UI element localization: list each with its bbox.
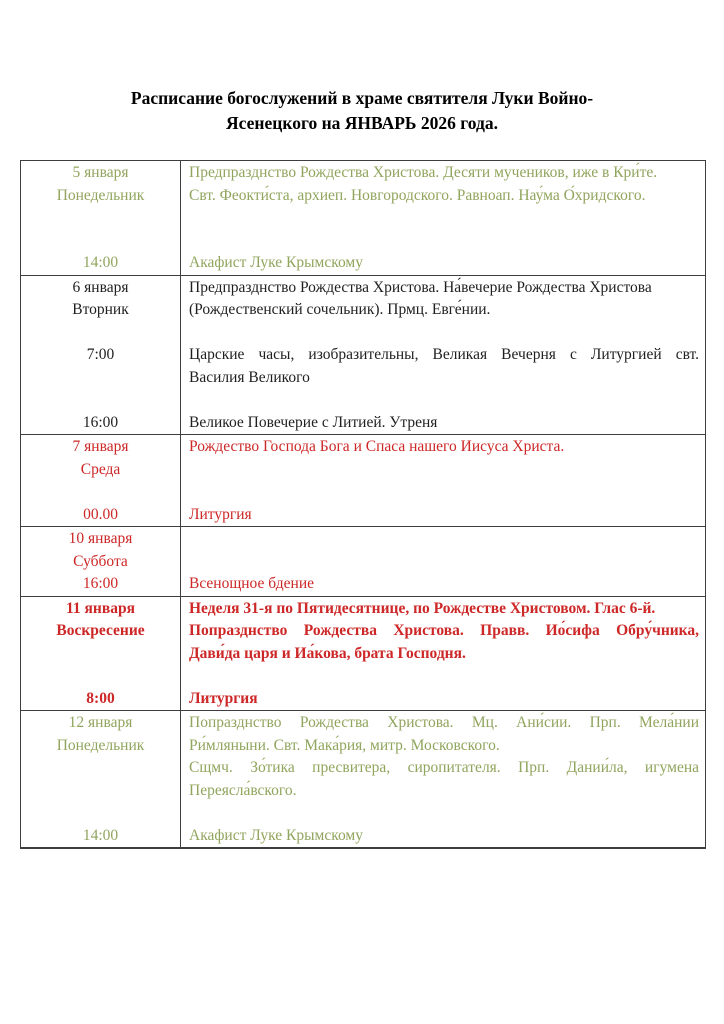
- spacer-line: [21, 230, 180, 253]
- weekday-line: Понедельник: [56, 186, 145, 204]
- spacer-line: [21, 481, 180, 504]
- time-line: 00.00: [83, 505, 118, 523]
- date-line: 5 января: [72, 164, 129, 181]
- service-line: Великое Повечерие с Литией. Утреня: [189, 413, 438, 431]
- service-line: Предпразднство Рождества Христова. Десяти мучеников, иже в Кри́те.: [189, 164, 658, 181]
- schedule-row: [21, 527, 705, 597]
- service-cell: [181, 161, 705, 275]
- time-line: 14:00: [82, 826, 119, 844]
- service-line: Ри́мляныни. Свт. Мака́рия, митр. Московского.: [189, 736, 500, 754]
- time-line: 16:00: [82, 575, 119, 592]
- service-line: Неделя 31-я по Пятидесятнице, по Рождестве Христовом. Глас 6-й.: [189, 599, 656, 617]
- weekday-line: Среда: [80, 460, 121, 478]
- spacer-line: [21, 322, 180, 345]
- service-line: Свт. Феокти́ста, архиеп. Новгородского. Равноап. Нау́ма О́хридского.: [189, 186, 646, 204]
- spacer-line: [21, 389, 180, 412]
- service-line: Дави́да царя и Иа́кова, брата Господня.: [189, 644, 466, 662]
- spacer-line: [189, 207, 699, 230]
- spacer-line: [21, 780, 180, 803]
- service-line: Предпразднство Рождества Христова. На́вечерие Рождества Христова: [189, 278, 652, 296]
- service-line: Попразднство Рождества Христова. Мц. Ани́сии. Прп. Мела́нии: [189, 714, 699, 731]
- service-line: Сщмч. Зо́тика пресвитера, сиропитателя. Прп. Дании́ла, игумена: [189, 759, 699, 776]
- spacer-line: [189, 665, 699, 688]
- weekday-line: Суббота: [73, 552, 128, 570]
- spacer-line: [21, 643, 180, 666]
- schedule-row: [21, 711, 705, 847]
- spacer-line: [189, 802, 699, 825]
- service-line: Литургия: [189, 689, 258, 707]
- spacer-line: [21, 802, 180, 825]
- service-cell: [181, 276, 705, 435]
- spacer-line: [189, 528, 699, 551]
- date-line: 6 января: [72, 278, 129, 296]
- schedule-row: [21, 597, 705, 712]
- date-line: 12 января: [68, 714, 133, 731]
- service-line: Литургия: [189, 505, 252, 523]
- date-line: 11 января: [66, 599, 135, 617]
- schedule-row: [21, 161, 705, 276]
- date-cell: [21, 161, 181, 275]
- date-cell: [21, 435, 181, 526]
- schedule-title: Расписание богослужений в храме святителя Луки Войно-Ясенецкого на ЯНВАРЬ 2026 года.: [130, 88, 594, 133]
- spacer-line: [21, 757, 180, 780]
- date-line: 7 января: [72, 438, 129, 455]
- spacer-line: [189, 551, 699, 574]
- service-cell: [181, 435, 705, 526]
- weekday-line: Понедельник: [56, 736, 145, 754]
- service-line: Акафист Луке Крымскому: [189, 254, 363, 271]
- time-line: 14:00: [82, 254, 119, 271]
- schedule-table: [20, 160, 706, 849]
- time-line: 8:00: [86, 689, 115, 707]
- service-cell: [181, 597, 705, 711]
- spacer-line: [189, 230, 699, 253]
- service-line: Василия Великого: [189, 368, 310, 386]
- service-line: Рождество Господа Бога и Спаса нашего Иисуса Христа.: [189, 438, 565, 455]
- service-line: Всенощное бдение: [189, 575, 314, 592]
- schedule-row: [21, 276, 705, 436]
- date-line: 10 января: [68, 530, 133, 547]
- service-line: Переясла́вского.: [189, 781, 297, 799]
- date-cell: [21, 527, 181, 596]
- date-cell: [21, 597, 181, 711]
- spacer-line: [189, 322, 699, 345]
- time-line: 7:00: [86, 346, 115, 363]
- date-cell: [21, 711, 181, 847]
- spacer-line: [21, 665, 180, 688]
- spacer-line: [189, 459, 699, 482]
- spacer-line: [21, 367, 180, 390]
- spacer-line: [189, 389, 699, 412]
- service-cell: [181, 711, 705, 847]
- schedule-row: [21, 435, 705, 527]
- spacer-line: [189, 481, 699, 504]
- time-line: 16:00: [82, 413, 119, 431]
- service-cell: [181, 527, 705, 596]
- date-cell: [21, 276, 181, 435]
- weekday-line: Вторник: [72, 301, 129, 318]
- service-line: (Рождественский сочельник). Прмц. Евге́нии.: [189, 301, 491, 318]
- service-line: Попразднство Рождества Христова. Правв. Ио́сифа Обру́чника,: [189, 622, 699, 639]
- spacer-line: [21, 207, 180, 230]
- service-line: Царские часы, изобразительны, Великая Вечерня с Литургией свт.: [189, 346, 699, 363]
- service-line: Акафист Луке Крымскому: [189, 826, 363, 844]
- weekday-line: Воскресение: [56, 622, 145, 639]
